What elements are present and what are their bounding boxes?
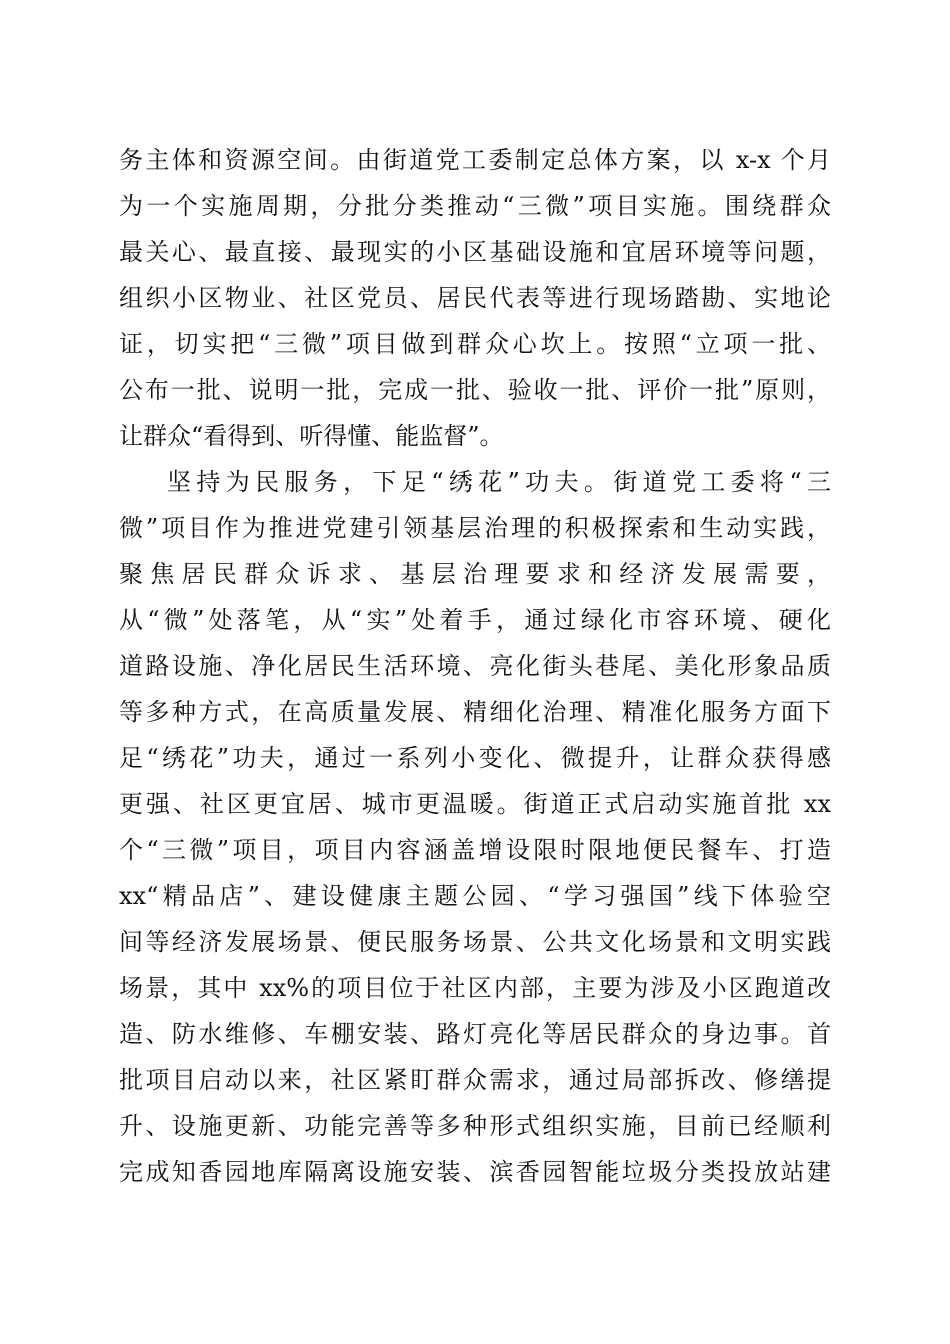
text-line: 道路设施、净化居民生活环境、亮化街头巷尾、美化形象品质 (119, 652, 831, 680)
text-line: 组织小区物业、社区党员、居民代表等进行现场踏勘、实地论 (119, 284, 831, 312)
text-line: 证，切实把“三微”项目做到群众心坎上。按照“立项一批、 (119, 330, 831, 358)
text-line: 完成知香园地库隔离设施安装、滨香园智能垃圾分类投放站建 (119, 1158, 831, 1186)
text-line: 微”项目作为推进党建引领基层治理的积极探索和生动实践， (119, 514, 831, 542)
text-line: 更强、社区更宜居、城市更温暖。街道正式启动实施首批 xx (119, 790, 831, 818)
text-line: 造、防水维修、车棚安装、路灯亮化等居民群众的身边事。首 (119, 1020, 831, 1048)
text-line: 务主体和资源空间。由街道党工委制定总体方案，以 x-x 个月 (119, 146, 831, 174)
text-line: 聚焦居民群众诉求、基层治理要求和经济发展需要， (119, 560, 831, 588)
paragraph-first-line: 坚持为民服务，下足“绣花”功夫。街道党工委将“三 (167, 468, 831, 496)
text-line: 个“三微”项目，项目内容涵盖增设限时限地便民餐车、打造 (119, 836, 831, 864)
text-line: 为一个实施周期，分批分类推动“三微”项目实施。围绕群众 (119, 192, 831, 220)
text-line: 最关心、最直接、最现实的小区基础设施和宜居环境等问题， (119, 238, 831, 266)
text-line: 场景，其中 xx%的项目位于社区内部，主要为涉及小区跑道改 (119, 974, 831, 1002)
text-line: 间等经济发展场景、便民服务场景、公共文化场景和文明实践 (119, 928, 831, 956)
text-line: 从“微”处落笔，从“实”处着手，通过绿化市容环境、硬化 (119, 606, 831, 634)
text-line: 公布一批、说明一批，完成一批、验收一批、评价一批”原则， (119, 376, 831, 404)
text-line: 等多种方式，在高质量发展、精细化治理、精准化服务方面下 (119, 698, 831, 726)
text-line: 升、设施更新、功能完善等多种形式组织实施，目前已经顺利 (119, 1112, 831, 1140)
text-line: 让群众“看得到、听得懂、能监督”。 (119, 422, 504, 450)
text-line: 批项目启动以来，社区紧盯群众需求，通过局部拆改、修缮提 (119, 1066, 831, 1094)
text-line: xx“精品店”、建设健康主题公园、“学习强国”线下体验空 (119, 882, 831, 910)
text-line: 足“绣花”功夫，通过一系列小变化、微提升，让群众获得感 (119, 744, 831, 772)
